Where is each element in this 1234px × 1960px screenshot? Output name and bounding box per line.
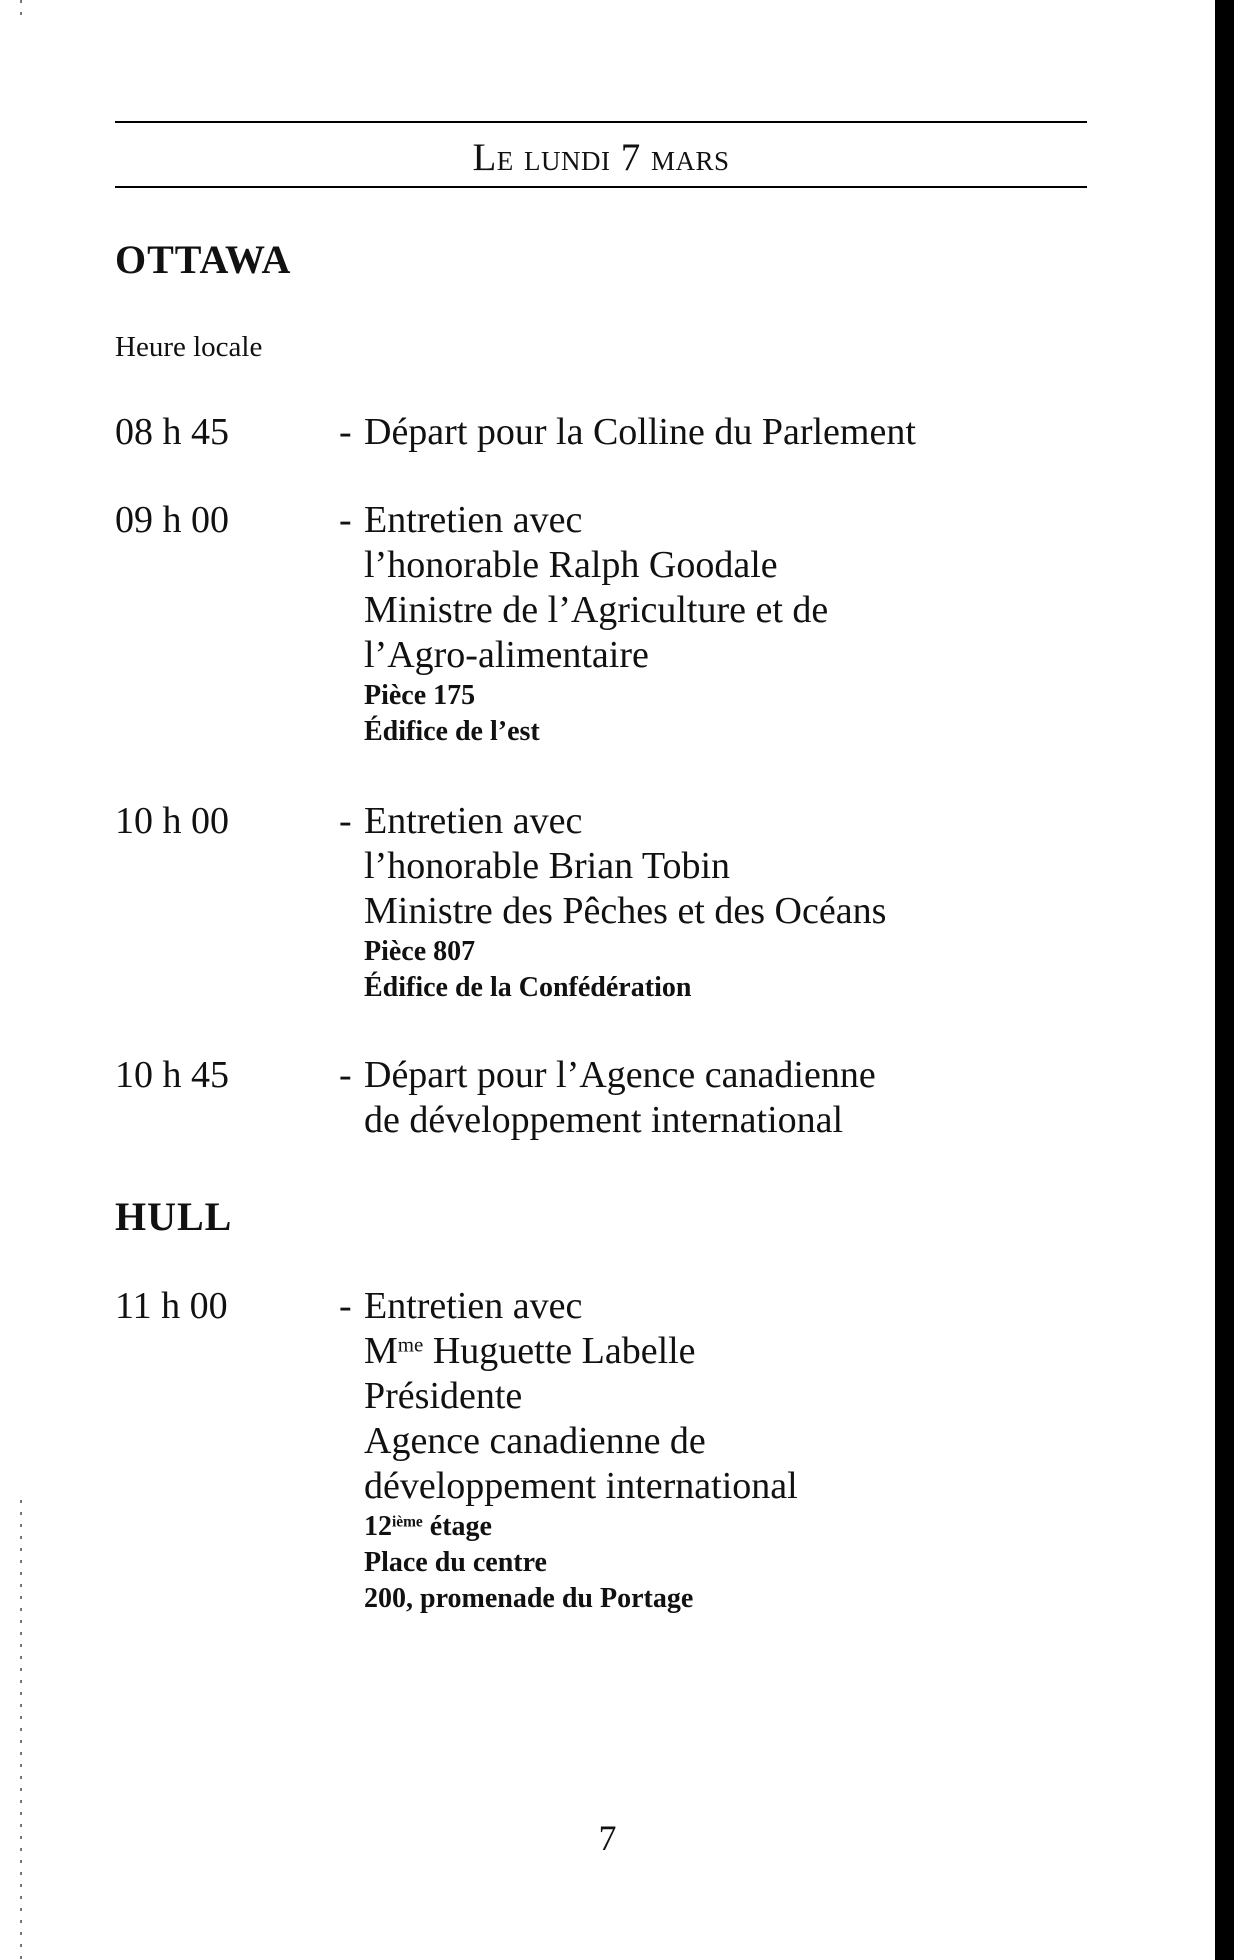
entry-line: Présidente xyxy=(364,1375,523,1417)
entry-line: l’honorable Ralph Goodale xyxy=(364,544,778,586)
entry-first-line xyxy=(339,410,1059,455)
scan-edge-mark xyxy=(20,1500,22,1960)
entry-description xyxy=(339,410,1059,455)
name-title-superscript: me xyxy=(397,1332,424,1357)
header-top-rule xyxy=(115,121,1087,123)
entry-first-line xyxy=(339,1053,1059,1098)
entry-first-line-text: Départ pour l’Agence canadienne xyxy=(364,1054,876,1096)
entry-location-room: Pièce 807 xyxy=(364,936,476,967)
entry-location-room: Pièce 175 xyxy=(364,680,476,711)
entry-line: l’Agro-alimentaire xyxy=(364,634,649,676)
entry-description xyxy=(339,498,1059,750)
floor-number: 12 xyxy=(364,1511,392,1542)
entry-dash: - xyxy=(339,499,352,541)
name-title: M xyxy=(364,1330,398,1372)
name-rest: Huguette Labelle xyxy=(423,1330,696,1372)
page-header-title: Le lundi 7 mars xyxy=(472,136,730,179)
entry-line: Agence canadienne de xyxy=(364,1420,706,1462)
entry-line: de développement international xyxy=(364,1099,844,1141)
page-number: 7 xyxy=(598,1818,617,1858)
entry-person-name xyxy=(339,1329,1059,1374)
entry-location-floor xyxy=(339,1509,1059,1545)
entry-line: Ministre de l’Agriculture et de xyxy=(364,589,829,631)
entry-first-line-text: Départ pour la Colline du Parlement xyxy=(364,411,916,453)
entry-description xyxy=(339,1053,1059,1143)
entry-dash: - xyxy=(339,411,352,453)
entry-first-line-text: Entretien avec xyxy=(364,499,583,541)
entry-time: 11 h 00 xyxy=(115,1285,228,1327)
floor-superscript: ième xyxy=(392,1513,423,1531)
entry-description xyxy=(339,799,1059,1006)
scan-edge-mark xyxy=(20,0,22,22)
entry-time: 09 h 00 xyxy=(115,499,229,541)
entry-dash: - xyxy=(339,1054,352,1096)
floor-rest: étage xyxy=(422,1511,492,1542)
entry-location-building: Édifice de la Confédération xyxy=(364,972,692,1003)
scan-right-edge xyxy=(1215,0,1234,1960)
entry-first-line xyxy=(339,498,1059,543)
section-heading-ottawa: OTTAWA xyxy=(115,237,292,282)
entry-line: l’honorable Brian Tobin xyxy=(364,845,731,887)
entry-first-line xyxy=(339,1284,1059,1329)
entry-description xyxy=(339,1284,1059,1617)
entry-time: 10 h 45 xyxy=(115,1054,229,1096)
entry-location-building: Édifice de l’est xyxy=(364,716,540,747)
entry-dash: - xyxy=(339,800,352,842)
entry-time: 08 h 45 xyxy=(115,411,229,453)
entry-first-line-text: Entretien avec xyxy=(364,1285,583,1327)
entry-location-building: Place du centre xyxy=(364,1547,547,1578)
entry-line: développement international xyxy=(364,1465,798,1507)
section-heading-hull: HULL xyxy=(115,1194,233,1239)
entry-location-address: 200, promenade du Portage xyxy=(364,1583,694,1614)
entry-first-line-text: Entretien avec xyxy=(364,800,583,842)
entry-line: Ministre des Pêches et des Océans xyxy=(364,890,887,932)
header-bottom-rule xyxy=(115,186,1087,188)
local-time-label: Heure locale xyxy=(115,331,263,363)
entry-first-line xyxy=(339,799,1059,844)
entry-time: 10 h 00 xyxy=(115,800,229,842)
entry-dash: - xyxy=(339,1285,352,1327)
